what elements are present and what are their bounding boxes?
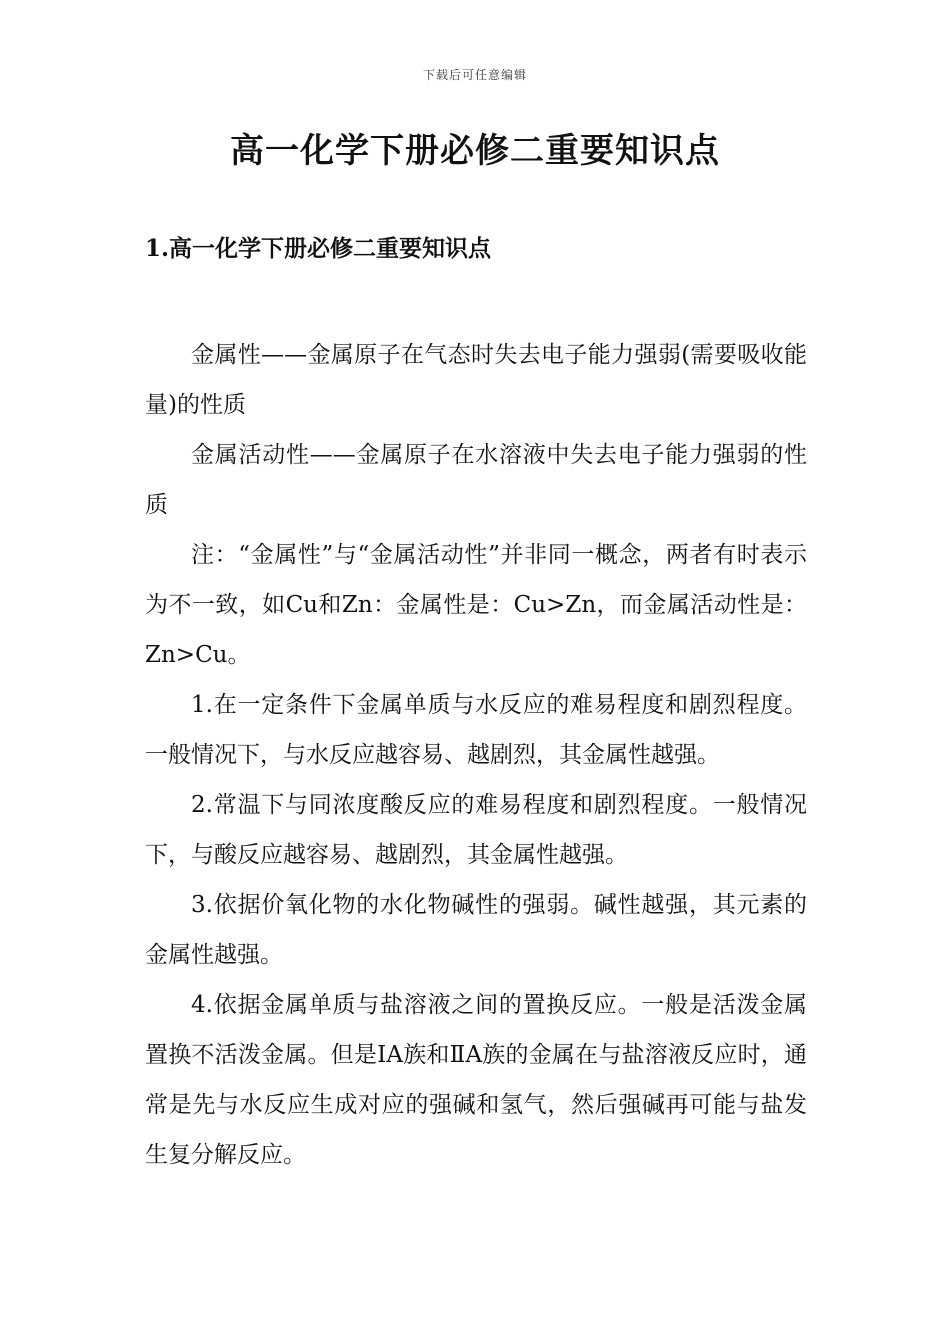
paragraph-point-4: 4.依据金属单质与盐溶液之间的置换反应。一般是活泼金属置换不活泼金属。但是ⅠA族和ⅡA族的金属在与盐溶液反应时，通常是先与水反应生成对应的强碱和氢气，然后强碱再可能与盐发生复分解反应。 (145, 992, 807, 1168)
page-header-note: 下载后可任意编辑 (422, 68, 527, 82)
document-title: 高一化学下册必修二重要知识点 (230, 131, 720, 171)
paragraph-point-1: 1.在一定条件下金属单质与水反应的难易程度和剧烈程度。一般情况下，与水反应越容易、越剧烈，其金属性越强。 (145, 692, 807, 768)
paragraph-point-3: 3.依据价氧化物的水化物碱性的强弱。碱性越强，其元素的金属性越强。 (145, 892, 807, 968)
section-heading: 1.高一化学下册必修二重要知识点 (145, 235, 492, 262)
paragraph-note: 注：“金属性”与“金属活动性”并非同一概念，两者有时表示为不一致，如Cu和Zn：金属性是：Cu>Zn，而金属活动性是：Zn>Cu。 (145, 542, 807, 668)
paragraph-metallicity-definition: 金属性——金属原子在气态时失去电子能力强弱(需要吸收能量)的性质 (145, 342, 807, 418)
document-body (145, 330, 807, 1180)
paragraph-metal-activity-definition: 金属活动性——金属原子在水溶液中失去电子能力强弱的性质 (145, 442, 807, 518)
paragraph-point-2: 2.常温下与同浓度酸反应的难易程度和剧烈程度。一般情况下，与酸反应越容易、越剧烈，其金属性越强。 (145, 792, 807, 868)
